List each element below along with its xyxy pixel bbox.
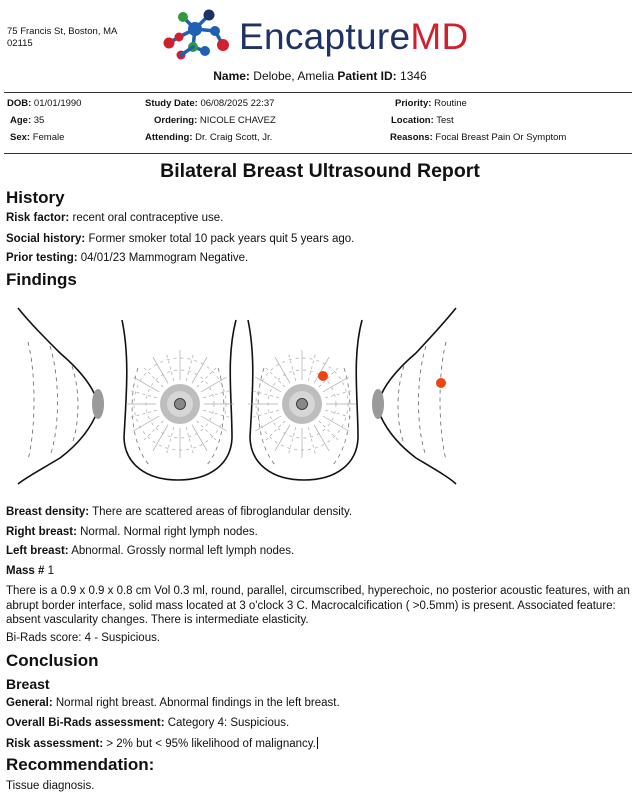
- breast-density-label: Breast density:: [6, 506, 90, 518]
- right-lateral-guides: [28, 342, 78, 460]
- social-history-value: Former smoker total 10 pack years quit 5 years ago.: [88, 233, 355, 245]
- breast-density-value: There are scattered areas of fibroglandular density.: [92, 506, 353, 518]
- clock-spoke: [250, 390, 279, 398]
- dob-label: DOB:: [7, 98, 32, 109]
- left-breast-label: Left breast:: [6, 545, 69, 557]
- mass-description: There is a 0.9 x 0.9 x 0.8 cm Vol 0.3 ml, round, parallel, circumscribed, hyperechoic, no posterior acoustic features, with an abrupt border interface, solid mass located at 3 o'clock 3 C. Macrocalcification ( >0.5mm) is present. Associated feature: absent vascularity changes. There is intermediate elasticity.: [6, 585, 630, 626]
- sex-field: [10, 132, 64, 144]
- attending-label: Attending:: [145, 132, 193, 143]
- left-lateral-nipple-icon: [372, 389, 384, 419]
- lesion-marker-frontal: [318, 371, 328, 381]
- age-value: 35: [33, 115, 45, 126]
- header-divider-top: [4, 92, 632, 93]
- right-breast-label: Right breast:: [6, 526, 77, 538]
- mass-label: Mass #: [6, 565, 45, 577]
- clock-spoke: [192, 357, 207, 383]
- clock-spoke: [166, 352, 174, 381]
- mass-heading: [6, 565, 54, 577]
- study-date-field: [145, 98, 274, 110]
- clock-spoke: [275, 425, 290, 451]
- header-divider-bottom: [4, 153, 632, 154]
- report-title: Bilateral Breast Ultrasound Report: [160, 160, 480, 182]
- recommendation-text: Tissue diagnosis.: [6, 780, 95, 792]
- lesion-marker-lateral: [436, 378, 446, 388]
- right-breast-value: Normal. Normal right lymph nodes.: [80, 526, 258, 538]
- clock-spoke: [275, 357, 290, 383]
- risk-assessment-label: Risk assessment:: [6, 738, 104, 750]
- overall-birads-value: Category 4: Suspicious.: [167, 717, 290, 729]
- address-line-2: 02115: [7, 38, 33, 49]
- address-line-1: 75 Francis St, Boston, MA: [7, 26, 118, 37]
- conclusion-heading: Conclusion: [6, 651, 99, 670]
- overall-birads-line: [6, 717, 289, 729]
- patient-id: 1346: [400, 69, 427, 83]
- molecule-logo-icon: [157, 7, 239, 65]
- attending-field: [145, 132, 272, 144]
- social-history-line: [6, 233, 354, 245]
- clock-spoke: [203, 410, 232, 418]
- priority-field: [395, 98, 467, 110]
- ordering-field: [154, 115, 276, 127]
- ordering-label: Ordering:: [154, 115, 198, 126]
- age-label: Age:: [10, 115, 32, 126]
- sex-value: Female: [32, 132, 65, 143]
- clock-spoke: [128, 390, 157, 398]
- logo-wordmark-encapture: Encapture: [239, 16, 411, 57]
- right-frontal-nipple-icon: [175, 399, 186, 410]
- clock-spoke: [201, 377, 227, 392]
- clock-spoke: [323, 416, 349, 431]
- ordering-value: NICOLE CHAVEZ: [199, 115, 276, 126]
- attending-value: Dr. Craig Scott, Jr.: [195, 132, 273, 143]
- dob-field: [7, 98, 81, 110]
- clinic-address: [7, 26, 137, 50]
- mass-number: 1: [47, 565, 54, 577]
- patient-identity: [0, 69, 640, 83]
- prior-testing-line: [6, 252, 248, 264]
- right-breast-line: [6, 526, 258, 538]
- general-line: [6, 697, 340, 709]
- breast-diagram: [0, 298, 640, 488]
- reasons-field: [390, 132, 566, 144]
- clock-spoke: [203, 390, 232, 398]
- risk-factor-line: [6, 212, 223, 224]
- left-lateral-guides: [398, 342, 446, 460]
- clock-spoke: [325, 390, 354, 398]
- encapturemd-logo: [157, 7, 487, 65]
- risk-factor-label: Risk factor:: [6, 212, 70, 224]
- patient-id-label: Patient ID:: [337, 69, 397, 83]
- clock-spoke: [308, 352, 316, 381]
- clock-spoke: [308, 427, 316, 456]
- age-field: [10, 115, 44, 127]
- left-breast-value: Abnormal. Grossly normal left lymph nodes.: [71, 545, 295, 557]
- logo-wordmark: [239, 16, 469, 58]
- left-breast-lateral-view: [378, 308, 456, 484]
- study-date-value: 06/08/2025 22:37: [200, 98, 275, 109]
- clock-spoke: [133, 377, 159, 392]
- location-value: Test: [436, 115, 454, 126]
- clock-spoke: [250, 410, 279, 418]
- left-breast-frontal-view: [248, 320, 362, 480]
- risk-assessment-line[interactable]: [6, 737, 318, 750]
- general-value: Normal right breast. Abnormal findings in the left breast.: [55, 697, 340, 709]
- reasons-value: Focal Breast Pain Or Symptom: [435, 132, 567, 143]
- clock-spoke: [186, 352, 194, 381]
- left-frontal-nipple-icon: [297, 399, 308, 410]
- left-breast-line: [6, 545, 294, 557]
- recommendation-heading: Recommendation:: [6, 755, 155, 774]
- risk-factor-value: recent oral contraceptive use.: [72, 212, 224, 224]
- prior-testing-value: 04/01/23 Mammogram Negative.: [80, 252, 249, 264]
- right-lateral-nipple-icon: [92, 389, 104, 419]
- study-date-label: Study Date:: [145, 98, 198, 109]
- sex-label: Sex:: [10, 132, 31, 143]
- right-breast-lateral-view: [18, 308, 98, 484]
- prior-testing-label: Prior testing:: [6, 252, 78, 264]
- reasons-label: Reasons:: [390, 132, 433, 143]
- clock-spoke: [255, 377, 281, 392]
- priority-value: Routine: [434, 98, 467, 109]
- priority-label: Priority:: [395, 98, 432, 109]
- clock-spoke: [192, 425, 207, 451]
- social-history-label: Social history:: [6, 233, 86, 245]
- general-label: General:: [6, 697, 53, 709]
- clock-spoke: [314, 425, 329, 451]
- findings-heading: Findings: [6, 270, 77, 289]
- location-label: Location:: [391, 115, 434, 126]
- right-breast-frontal-view: [122, 320, 236, 480]
- name-label: Name:: [213, 69, 250, 83]
- birads-score: Bi-Rads score: 4 - Suspicious.: [6, 632, 161, 644]
- history-heading: History: [6, 188, 65, 207]
- text-cursor: [317, 737, 318, 749]
- clock-spoke: [288, 427, 296, 456]
- location-field: [391, 115, 454, 127]
- breast-density-line: [6, 506, 352, 518]
- dob-value: 01/01/1990: [33, 98, 82, 109]
- clock-spoke: [166, 427, 174, 456]
- clock-spoke: [186, 427, 194, 456]
- clock-spoke: [133, 416, 159, 431]
- breast-subheading: Breast: [6, 676, 50, 692]
- clock-spoke: [288, 352, 296, 381]
- overall-birads-label: Overall Bi-Rads assessment:: [6, 717, 165, 729]
- clock-spoke: [153, 425, 168, 451]
- risk-assessment-value[interactable]: > 2% but < 95% likelihood of malignancy.: [106, 738, 316, 750]
- clock-spoke: [153, 357, 168, 383]
- patient-name: Delobe, Amelia: [253, 69, 334, 83]
- logo-wordmark-md: MD: [410, 16, 469, 57]
